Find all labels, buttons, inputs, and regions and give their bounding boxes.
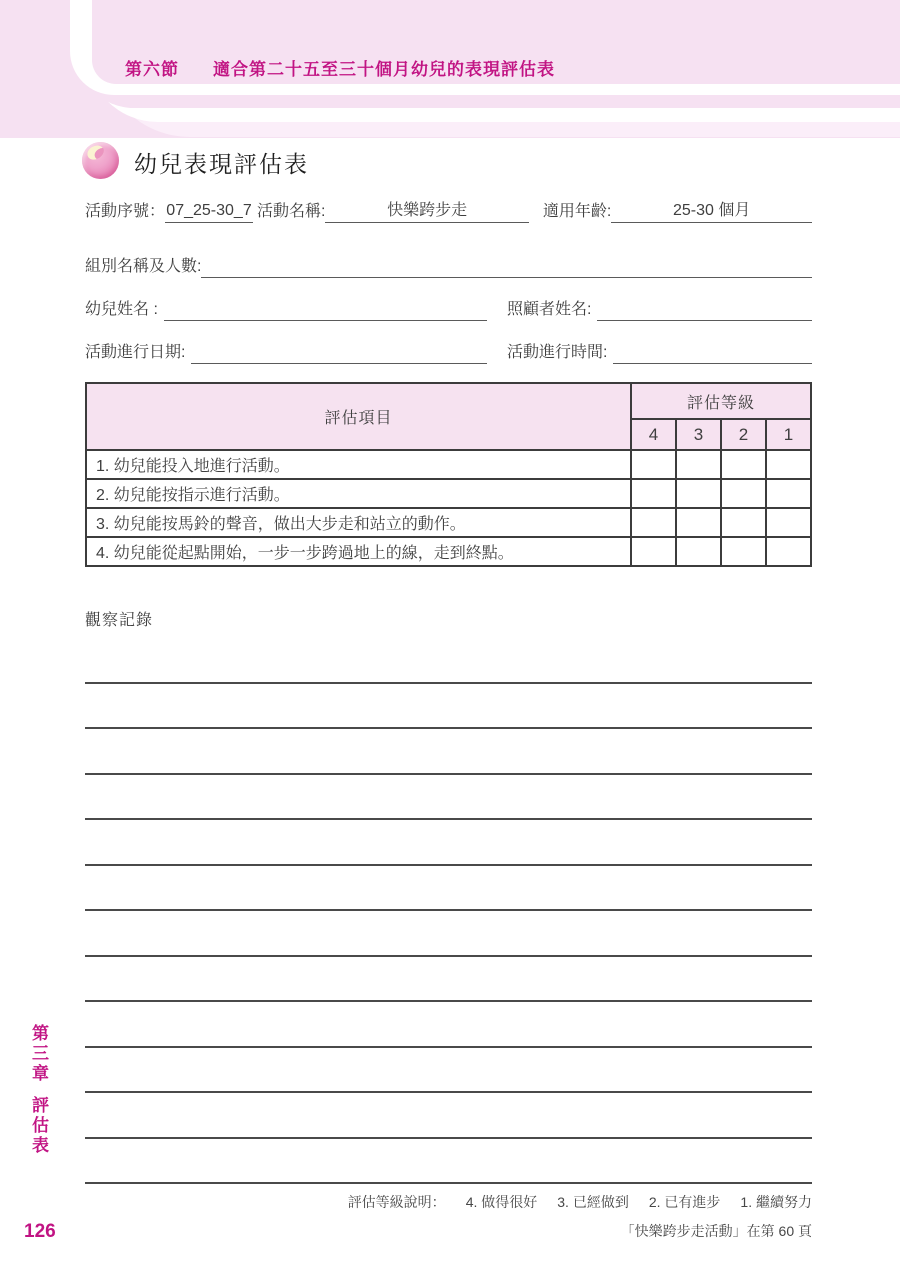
item-header-cell: 評估項目 — [86, 383, 631, 450]
time-label: 活動進行時間: — [507, 344, 608, 361]
activity-name-field: 快樂跨步走 — [325, 200, 528, 223]
assessment-item: 1. 幼兒能投入地進行活動。 — [86, 450, 631, 479]
ruled-line — [85, 773, 812, 775]
rating-cell — [676, 508, 721, 537]
assessment-item: 4. 幼兒能從起點開始，一步一步跨過地上的線，走到終點。 — [86, 537, 631, 566]
rating-cell — [721, 508, 766, 537]
rating-level-4: 4 — [631, 419, 676, 450]
ruled-line — [85, 1182, 812, 1184]
rating-cell — [721, 450, 766, 479]
assessment-table — [85, 382, 812, 567]
rating-level-2: 2 — [721, 419, 766, 450]
ruled-line — [85, 1137, 812, 1139]
ruled-line — [85, 818, 812, 820]
rating-cell — [766, 508, 811, 537]
form-row-datetime — [85, 342, 812, 364]
rating-cell — [676, 450, 721, 479]
form-row-group — [85, 256, 812, 278]
chapter-tab — [30, 1024, 47, 1156]
pearl-highlight — [85, 143, 106, 162]
date-field — [191, 342, 487, 364]
ruled-line — [85, 864, 812, 866]
age-field: 25-30 個月 — [611, 200, 812, 223]
activity-name-label: 活動名稱: — [257, 203, 326, 220]
rating-cell — [676, 537, 721, 566]
age-label: 適用年齡: — [542, 203, 612, 220]
assessment-item: 3. 幼兒能按馬鈴的聲音，做出大步走和站立的動作。 — [86, 508, 631, 537]
rating-cell — [676, 479, 721, 508]
date-label: 活動進行日期: — [85, 344, 186, 361]
rating-cell — [766, 479, 811, 508]
rating-cell — [721, 479, 766, 508]
legend-item: 1. 繼續努力 — [740, 1194, 812, 1210]
activity-no-value: 07_25-30_7 — [165, 200, 253, 223]
section-number: 第六節 — [125, 60, 179, 79]
page-title: 幼兒表現評估表 — [134, 151, 309, 177]
table-row — [86, 450, 811, 479]
rating-cell — [766, 537, 811, 566]
ruled-line — [85, 955, 812, 957]
child-name-field — [164, 299, 487, 321]
table-row — [86, 537, 811, 566]
form-row-activity — [85, 200, 812, 223]
ruled-line — [85, 727, 812, 729]
rating-cell — [631, 450, 676, 479]
pearl-icon — [82, 142, 119, 179]
rating-level-1: 1 — [766, 419, 811, 450]
carer-name-label: 照顧者姓名: — [507, 301, 592, 318]
chapter-number: 第三章 — [29, 1024, 48, 1084]
legend-item: 4. 做得很好 — [465, 1194, 538, 1210]
activity-no-label: 活動序號： — [85, 203, 166, 220]
ruled-line — [85, 1046, 812, 1048]
group-label: 組別名稱及人數: — [85, 258, 202, 275]
table-row — [86, 508, 811, 537]
form-row-names — [85, 299, 812, 321]
rating-cell — [631, 508, 676, 537]
rating-header-cell: 評估等級 — [631, 383, 811, 419]
carer-name-field — [597, 299, 812, 321]
rating-cell — [721, 537, 766, 566]
ruled-line — [85, 1000, 812, 1002]
time-field — [613, 342, 812, 364]
ruled-line — [85, 909, 812, 911]
ruled-line — [85, 682, 812, 684]
chapter-label: 評估表 — [29, 1096, 48, 1156]
page-number: 126 — [24, 1221, 56, 1242]
group-field — [201, 256, 812, 278]
legend-item: 3. 已經做到 — [557, 1194, 629, 1210]
child-name-label: 幼兒姓名 : — [85, 301, 158, 318]
section-title: 適合第二十五至三十個月幼兒的表現評估表 — [213, 60, 555, 79]
rating-cell — [631, 537, 676, 566]
rating-level-3: 3 — [676, 419, 721, 450]
observation-label: 觀察記錄 — [85, 612, 154, 629]
activity-page-reference: 「快樂跨步走活動」在第 60 頁 — [620, 1223, 812, 1239]
assessment-item: 2. 幼兒能按指示進行活動。 — [86, 479, 631, 508]
legend-item: 2. 已有進步 — [648, 1194, 721, 1210]
section-header — [125, 55, 555, 80]
legend-label: 評估等級說明： — [347, 1194, 446, 1210]
ruled-line — [85, 1091, 812, 1093]
table-row — [86, 479, 811, 508]
rating-cell — [631, 479, 676, 508]
rating-cell — [766, 450, 811, 479]
rating-legend — [348, 1192, 812, 1212]
top-decorative-band — [0, 0, 900, 140]
